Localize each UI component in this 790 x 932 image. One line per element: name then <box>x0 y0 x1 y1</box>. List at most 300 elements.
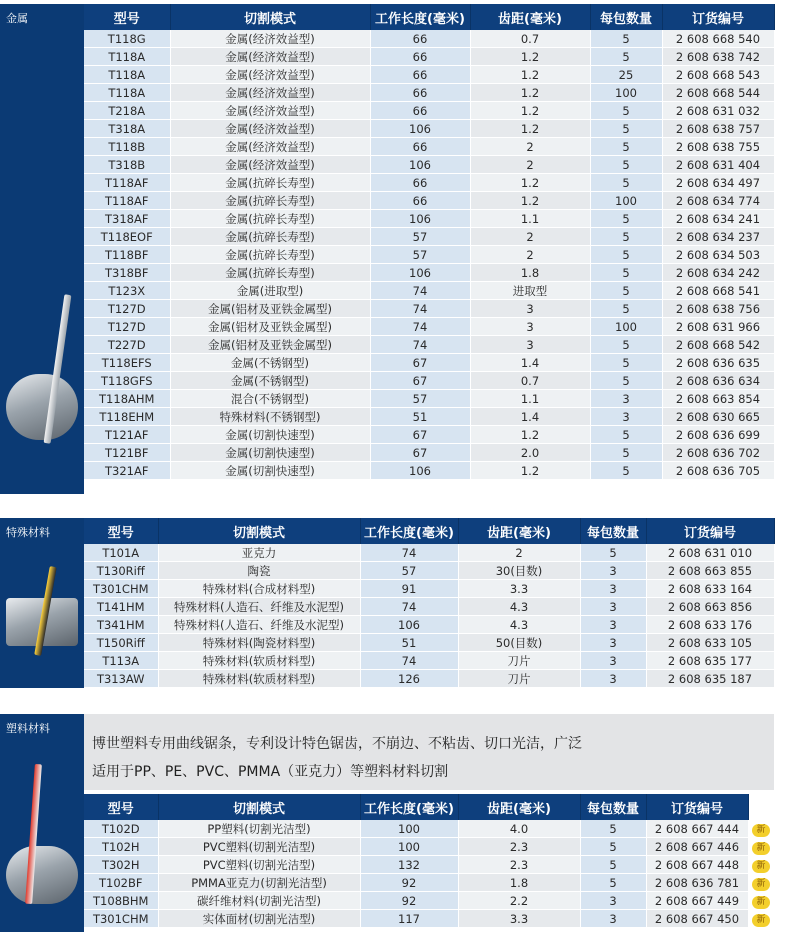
special-cell-cutting-mode: 特殊材料(软质材料型) <box>158 670 360 688</box>
plastic-table-row <box>84 874 748 892</box>
plastic-cell-tooth-pitch: 2.3 <box>458 838 580 856</box>
metal-cell-pack-qty: 5 <box>590 156 662 174</box>
plastic-cell-cutting-mode: PVC塑料(切割光洁型) <box>158 856 360 874</box>
metal-cell-cutting-mode: 金属(经济效益型) <box>170 66 370 84</box>
metal-cell-tooth-pitch: 2 <box>470 156 590 174</box>
metal-cell-order-number: 2 608 668 540 <box>662 30 774 48</box>
metal-cell-model: T118GFS <box>84 372 170 390</box>
metal-cell-model: T118A <box>84 66 170 84</box>
plastic-section <box>0 714 790 932</box>
plastic-cell-order-number: 2 608 667 450 <box>646 910 748 928</box>
new-badge: 新 <box>752 914 770 927</box>
metal-cell-working-length: 66 <box>370 102 470 120</box>
metal-cell-tooth-pitch: 进取型 <box>470 282 590 300</box>
metal-cell-model: T118AF <box>84 174 170 192</box>
plastic-header-tooth-pitch: 齿距(毫米) <box>458 794 580 820</box>
special-table-row <box>84 562 774 580</box>
metal-cell-order-number: 2 608 668 544 <box>662 84 774 102</box>
metal-cell-pack-qty: 5 <box>590 354 662 372</box>
special-table-row <box>84 580 774 598</box>
special-cell-working-length: 51 <box>360 634 458 652</box>
special-cell-order-number: 2 608 635 177 <box>646 652 774 670</box>
plastic-cell-pack-qty: 3 <box>580 910 646 928</box>
special-table-row <box>84 544 774 562</box>
metal-cell-model: T118EOF <box>84 228 170 246</box>
metal-cell-cutting-mode: 金属(抗碎长寿型) <box>170 264 370 282</box>
metal-cell-working-length: 66 <box>370 174 470 192</box>
plastic-cell-working-length: 100 <box>360 838 458 856</box>
metal-header-tooth-pitch: 齿距(毫米) <box>470 4 590 30</box>
special-header-cutting-mode: 切割模式 <box>158 518 360 544</box>
special-header-pack-qty: 每包数量 <box>580 518 646 544</box>
metal-cell-tooth-pitch: 1.2 <box>470 84 590 102</box>
metal-cell-order-number: 2 608 634 503 <box>662 246 774 264</box>
metal-table <box>84 4 775 480</box>
metal-table-row <box>84 372 774 390</box>
metal-table-row <box>84 192 774 210</box>
metal-cell-working-length: 66 <box>370 84 470 102</box>
metal-table-row <box>84 120 774 138</box>
plastic-cell-working-length: 132 <box>360 856 458 874</box>
plastic-cell-model: T102H <box>84 838 158 856</box>
special-cell-tooth-pitch: 刀片 <box>458 670 580 688</box>
metal-cell-model: T118A <box>84 84 170 102</box>
metal-cell-working-length: 66 <box>370 192 470 210</box>
metal-cell-cutting-mode: 金属(铝材及亚铁金属型) <box>170 336 370 354</box>
new-badge: 新 <box>752 860 770 873</box>
metal-cell-order-number: 2 608 663 854 <box>662 390 774 408</box>
metal-cell-pack-qty: 3 <box>590 390 662 408</box>
metal-cell-cutting-mode: 混合(不锈钢型) <box>170 390 370 408</box>
metal-cell-tooth-pitch: 3 <box>470 300 590 318</box>
special-cell-pack-qty: 3 <box>580 598 646 616</box>
metal-table-row <box>84 408 774 426</box>
plastic-cell-order-number: 2 608 667 444 <box>646 820 748 838</box>
metal-table-row <box>84 210 774 228</box>
plastic-cell-pack-qty: 5 <box>580 838 646 856</box>
metal-header-working-length: 工作长度(毫米) <box>370 4 470 30</box>
metal-cell-working-length: 106 <box>370 156 470 174</box>
special-cell-pack-qty: 3 <box>580 580 646 598</box>
metal-cell-cutting-mode: 金属(经济效益型) <box>170 156 370 174</box>
plastic-cell-tooth-pitch: 4.0 <box>458 820 580 838</box>
metal-cell-pack-qty: 5 <box>590 462 662 480</box>
new-badge: 新 <box>752 896 770 909</box>
plastic-table <box>84 794 749 928</box>
plastic-cell-cutting-mode: 碳纤维材料(切割光洁型) <box>158 892 360 910</box>
metal-table-row <box>84 138 774 156</box>
special-cell-order-number: 2 608 633 105 <box>646 634 774 652</box>
plastic-cell-tooth-pitch: 1.8 <box>458 874 580 892</box>
metal-cell-working-length: 74 <box>370 336 470 354</box>
metal-cell-order-number: 2 608 668 542 <box>662 336 774 354</box>
metal-cell-order-number: 2 608 634 497 <box>662 174 774 192</box>
metal-cell-pack-qty: 100 <box>590 192 662 210</box>
plastic-cell-working-length: 100 <box>360 820 458 838</box>
special-header-tooth-pitch: 齿距(毫米) <box>458 518 580 544</box>
metal-cell-cutting-mode: 金属(抗碎长寿型) <box>170 210 370 228</box>
special-cell-tooth-pitch: 刀片 <box>458 652 580 670</box>
metal-cell-pack-qty: 5 <box>590 336 662 354</box>
metal-cell-working-length: 67 <box>370 354 470 372</box>
metal-cell-tooth-pitch: 1.4 <box>470 408 590 426</box>
metal-cell-pack-qty: 5 <box>590 444 662 462</box>
metal-cell-working-length: 51 <box>370 408 470 426</box>
special-cell-model: T301CHM <box>84 580 158 598</box>
special-cell-pack-qty: 5 <box>580 544 646 562</box>
metal-cell-tooth-pitch: 2 <box>470 246 590 264</box>
metal-cell-cutting-mode: 金属(经济效益型) <box>170 48 370 66</box>
metal-cell-pack-qty: 5 <box>590 48 662 66</box>
metal-cell-model: T118G <box>84 30 170 48</box>
metal-cell-pack-qty: 5 <box>590 300 662 318</box>
special-cell-working-length: 74 <box>360 652 458 670</box>
special-cell-pack-qty: 3 <box>580 652 646 670</box>
plastic-header-order-number: 订货编号 <box>646 794 748 820</box>
plastic-cell-order-number: 2 608 667 448 <box>646 856 748 874</box>
plastic-cell-model: T302H <box>84 856 158 874</box>
metal-cell-pack-qty: 25 <box>590 66 662 84</box>
metal-cell-cutting-mode: 金属(切割快速型) <box>170 444 370 462</box>
metal-cell-model: T121BF <box>84 444 170 462</box>
metal-cell-pack-qty: 100 <box>590 84 662 102</box>
metal-cell-tooth-pitch: 1.8 <box>470 264 590 282</box>
plastic-cell-cutting-mode: PMMA亚克力(切割光洁型) <box>158 874 360 892</box>
metal-table-row <box>84 174 774 192</box>
metal-header-pack-qty: 每包数量 <box>590 4 662 30</box>
metal-cell-cutting-mode: 金属(铝材及亚铁金属型) <box>170 300 370 318</box>
metal-cell-working-length: 67 <box>370 444 470 462</box>
metal-cell-order-number: 2 608 638 742 <box>662 48 774 66</box>
metal-cell-order-number: 2 608 668 541 <box>662 282 774 300</box>
plastic-cell-model: T108BHM <box>84 892 158 910</box>
metal-cell-cutting-mode: 特殊材料(不锈钢型) <box>170 408 370 426</box>
metal-cell-model: T118AF <box>84 192 170 210</box>
metal-cell-tooth-pitch: 1.2 <box>470 462 590 480</box>
new-badge: 新 <box>752 878 770 891</box>
metal-cell-order-number: 2 608 638 756 <box>662 300 774 318</box>
special-cell-pack-qty: 3 <box>580 616 646 634</box>
metal-cell-cutting-mode: 金属(经济效益型) <box>170 138 370 156</box>
metal-cell-cutting-mode: 金属(不锈钢型) <box>170 354 370 372</box>
special-cell-cutting-mode: 陶瓷 <box>158 562 360 580</box>
metal-cell-model: T127D <box>84 318 170 336</box>
metal-cell-cutting-mode: 金属(铝材及亚铁金属型) <box>170 318 370 336</box>
special-table-header <box>84 518 774 544</box>
metal-cell-tooth-pitch: 1.2 <box>470 48 590 66</box>
metal-cell-order-number: 2 608 636 635 <box>662 354 774 372</box>
plastic-cell-order-number: 2 608 667 446 <box>646 838 748 856</box>
metal-table-row <box>84 48 774 66</box>
metal-cell-tooth-pitch: 0.7 <box>470 372 590 390</box>
special-cell-cutting-mode: 特殊材料(人造石、纤维及水泥型) <box>158 616 360 634</box>
special-cell-order-number: 2 608 633 176 <box>646 616 774 634</box>
special-cell-cutting-mode: 特殊材料(合成材料型) <box>158 580 360 598</box>
special-cell-order-number: 2 608 663 855 <box>646 562 774 580</box>
metal-cell-model: T123X <box>84 282 170 300</box>
metal-cell-tooth-pitch: 3 <box>470 318 590 336</box>
metal-cell-pack-qty: 5 <box>590 282 662 300</box>
metal-cell-model: T118AHM <box>84 390 170 408</box>
metal-cell-tooth-pitch: 1.2 <box>470 174 590 192</box>
metal-cell-model: T118BF <box>84 246 170 264</box>
plastic-cell-pack-qty: 5 <box>580 856 646 874</box>
metal-cell-model: T218A <box>84 102 170 120</box>
metal-cell-pack-qty: 5 <box>590 246 662 264</box>
special-table-row <box>84 634 774 652</box>
metal-cell-model: T121AF <box>84 426 170 444</box>
metal-cell-order-number: 2 608 636 634 <box>662 372 774 390</box>
metal-cell-order-number: 2 608 634 242 <box>662 264 774 282</box>
special-cell-tooth-pitch: 4.3 <box>458 598 580 616</box>
metal-cell-pack-qty: 5 <box>590 228 662 246</box>
special-cell-tooth-pitch: 50(目数) <box>458 634 580 652</box>
metal-cell-pack-qty: 5 <box>590 30 662 48</box>
special-table <box>84 518 775 688</box>
metal-cell-working-length: 66 <box>370 66 470 84</box>
metal-cell-model: T118EFS <box>84 354 170 372</box>
metal-cell-working-length: 106 <box>370 462 470 480</box>
special-cell-model: T113A <box>84 652 158 670</box>
new-badge: 新 <box>752 842 770 855</box>
metal-table-row <box>84 30 774 48</box>
plastic-side-label: 塑料材料 <box>6 722 50 735</box>
metal-cell-cutting-mode: 金属(抗碎长寿型) <box>170 228 370 246</box>
special-cell-model: T150Riff <box>84 634 158 652</box>
special-cell-model: T130Riff <box>84 562 158 580</box>
special-cell-cutting-mode: 特殊材料(人造石、纤维及水泥型) <box>158 598 360 616</box>
plastic-cell-tooth-pitch: 3.3 <box>458 910 580 928</box>
metal-table-row <box>84 228 774 246</box>
plastic-cell-order-number: 2 608 667 449 <box>646 892 748 910</box>
plastic-header-model: 型号 <box>84 794 158 820</box>
special-header-working-length: 工作长度(毫米) <box>360 518 458 544</box>
plastic-table-row <box>84 820 748 838</box>
plastic-pipe-photo <box>6 846 78 904</box>
plastic-table-row <box>84 892 748 910</box>
metal-cell-order-number: 2 608 668 543 <box>662 66 774 84</box>
metal-cell-tooth-pitch: 1.2 <box>470 66 590 84</box>
metal-cell-working-length: 57 <box>370 246 470 264</box>
plastic-cell-working-length: 92 <box>360 874 458 892</box>
metal-cell-pack-qty: 5 <box>590 210 662 228</box>
special-cell-tooth-pitch: 3.3 <box>458 580 580 598</box>
metal-cell-working-length: 67 <box>370 372 470 390</box>
plastic-table-row <box>84 856 748 874</box>
special-table-row <box>84 652 774 670</box>
metal-cell-cutting-mode: 金属(不锈钢型) <box>170 372 370 390</box>
special-cell-working-length: 74 <box>360 544 458 562</box>
special-cell-tooth-pitch: 4.3 <box>458 616 580 634</box>
metal-cell-order-number: 2 608 630 665 <box>662 408 774 426</box>
metal-section <box>0 4 790 494</box>
plastic-cell-pack-qty: 5 <box>580 820 646 838</box>
plastic-cell-model: T301CHM <box>84 910 158 928</box>
metal-side-label: 金属 <box>6 12 28 25</box>
metal-cell-model: T118B <box>84 138 170 156</box>
metal-cell-order-number: 2 608 636 702 <box>662 444 774 462</box>
metal-cell-working-length: 57 <box>370 228 470 246</box>
special-cell-pack-qty: 3 <box>580 670 646 688</box>
metal-cell-model: T321AF <box>84 462 170 480</box>
metal-header-model: 型号 <box>84 4 170 30</box>
plastic-intro-line-2: 适用于PP、PE、PVC、PMMA（亚克力）等塑料材料切割 <box>92 764 449 780</box>
metal-cell-tooth-pitch: 1.2 <box>470 192 590 210</box>
new-badge: 新 <box>752 824 770 837</box>
plastic-cell-tooth-pitch: 2.2 <box>458 892 580 910</box>
metal-table-row <box>84 318 774 336</box>
metal-cell-order-number: 2 608 634 774 <box>662 192 774 210</box>
metal-cell-working-length: 66 <box>370 48 470 66</box>
metal-cell-tooth-pitch: 2 <box>470 228 590 246</box>
plastic-header-cutting-mode: 切割模式 <box>158 794 360 820</box>
special-cell-tooth-pitch: 30(目数) <box>458 562 580 580</box>
metal-cell-pack-qty: 5 <box>590 372 662 390</box>
metal-table-row <box>84 426 774 444</box>
metal-cell-pack-qty: 5 <box>590 120 662 138</box>
plastic-table-row <box>84 838 748 856</box>
metal-cell-working-length: 74 <box>370 282 470 300</box>
metal-cell-order-number: 2 608 638 757 <box>662 120 774 138</box>
special-cell-working-length: 57 <box>360 562 458 580</box>
metal-cell-order-number: 2 608 638 755 <box>662 138 774 156</box>
metal-cell-pack-qty: 3 <box>590 408 662 426</box>
metal-cell-cutting-mode: 金属(经济效益型) <box>170 30 370 48</box>
metal-cell-tooth-pitch: 1.2 <box>470 102 590 120</box>
special-header-model: 型号 <box>84 518 158 544</box>
metal-table-row <box>84 102 774 120</box>
special-cell-order-number: 2 608 633 164 <box>646 580 774 598</box>
metal-cell-working-length: 106 <box>370 120 470 138</box>
special-cell-order-number: 2 608 663 856 <box>646 598 774 616</box>
metal-cell-working-length: 66 <box>370 30 470 48</box>
metal-table-row <box>84 354 774 372</box>
metal-cell-cutting-mode: 金属(切割快速型) <box>170 426 370 444</box>
metal-cell-tooth-pitch: 1.1 <box>470 390 590 408</box>
special-cell-model: T141HM <box>84 598 158 616</box>
metal-cell-pack-qty: 5 <box>590 138 662 156</box>
metal-cell-order-number: 2 608 634 241 <box>662 210 774 228</box>
plastic-table-header <box>84 794 748 820</box>
metal-cell-pack-qty: 5 <box>590 174 662 192</box>
metal-cell-order-number: 2 608 636 705 <box>662 462 774 480</box>
metal-cell-working-length: 74 <box>370 300 470 318</box>
metal-cell-working-length: 106 <box>370 264 470 282</box>
special-cell-model: T101A <box>84 544 158 562</box>
special-cell-model: T313AW <box>84 670 158 688</box>
metal-cell-order-number: 2 608 634 237 <box>662 228 774 246</box>
metal-cell-cutting-mode: 金属(切割快速型) <box>170 462 370 480</box>
metal-cell-model: T227D <box>84 336 170 354</box>
plastic-table-row <box>84 910 748 928</box>
metal-cell-order-number: 2 608 631 404 <box>662 156 774 174</box>
plastic-cell-tooth-pitch: 2.3 <box>458 856 580 874</box>
plastic-header-pack-qty: 每包数量 <box>580 794 646 820</box>
metal-cell-cutting-mode: 金属(经济效益型) <box>170 120 370 138</box>
metal-cell-order-number: 2 608 636 699 <box>662 426 774 444</box>
plastic-intro-text <box>92 730 772 786</box>
metal-cell-tooth-pitch: 0.7 <box>470 30 590 48</box>
metal-table-row <box>84 156 774 174</box>
special-cell-cutting-mode: 特殊材料(陶瓷材料型) <box>158 634 360 652</box>
metal-table-row <box>84 462 774 480</box>
metal-cell-tooth-pitch: 3 <box>470 336 590 354</box>
special-cell-cutting-mode: 特殊材料(软质材料型) <box>158 652 360 670</box>
special-table-row <box>84 598 774 616</box>
metal-cell-working-length: 66 <box>370 138 470 156</box>
metal-table-body <box>84 30 774 480</box>
metal-cell-cutting-mode: 金属(抗碎长寿型) <box>170 174 370 192</box>
metal-cell-cutting-mode: 金属(抗碎长寿型) <box>170 246 370 264</box>
special-cell-working-length: 106 <box>360 616 458 634</box>
metal-table-row <box>84 84 774 102</box>
metal-table-row <box>84 264 774 282</box>
metal-cell-model: T118A <box>84 48 170 66</box>
special-table-body <box>84 544 774 688</box>
special-cell-pack-qty: 3 <box>580 562 646 580</box>
special-cell-order-number: 2 608 635 187 <box>646 670 774 688</box>
metal-table-row <box>84 336 774 354</box>
special-cell-tooth-pitch: 2 <box>458 544 580 562</box>
metal-cell-model: T318AF <box>84 210 170 228</box>
metal-cell-pack-qty: 100 <box>590 318 662 336</box>
plastic-cell-working-length: 117 <box>360 910 458 928</box>
metal-cell-cutting-mode: 金属(经济效益型) <box>170 102 370 120</box>
plastic-intro-line-1: 博世塑料专用曲线锯条，专利设计特色锯齿，不崩边、不粘齿、切口光洁，广泛 <box>92 736 582 752</box>
special-cell-working-length: 74 <box>360 598 458 616</box>
plastic-cell-pack-qty: 3 <box>580 892 646 910</box>
metal-table-row <box>84 444 774 462</box>
metal-table-row <box>84 246 774 264</box>
plastic-header-working-length: 工作长度(毫米) <box>360 794 458 820</box>
metal-cell-tooth-pitch: 2 <box>470 138 590 156</box>
metal-cell-working-length: 67 <box>370 426 470 444</box>
metal-table-row <box>84 390 774 408</box>
metal-header-order-number: 订货编号 <box>662 4 774 30</box>
plastic-cell-model: T102BF <box>84 874 158 892</box>
metal-cell-tooth-pitch: 1.4 <box>470 354 590 372</box>
metal-cell-model: T127D <box>84 300 170 318</box>
plastic-cell-cutting-mode: PVC塑料(切割光洁型) <box>158 838 360 856</box>
special-table-row <box>84 670 774 688</box>
plastic-table-body <box>84 820 748 928</box>
special-cell-order-number: 2 608 631 010 <box>646 544 774 562</box>
special-side-label: 特殊材料 <box>6 526 50 539</box>
metal-cell-working-length: 74 <box>370 318 470 336</box>
plastic-cell-cutting-mode: 实体面材(切割光洁型) <box>158 910 360 928</box>
metal-table-header <box>84 4 774 30</box>
metal-cell-model: T318BF <box>84 264 170 282</box>
metal-cell-cutting-mode: 金属(抗碎长寿型) <box>170 192 370 210</box>
plastic-cell-cutting-mode: PP塑料(切割光洁型) <box>158 820 360 838</box>
metal-cell-working-length: 106 <box>370 210 470 228</box>
metal-table-row <box>84 66 774 84</box>
metal-cell-tooth-pitch: 1.2 <box>470 120 590 138</box>
metal-cell-model: T318B <box>84 156 170 174</box>
plastic-cell-model: T102D <box>84 820 158 838</box>
metal-cell-tooth-pitch: 1.2 <box>470 426 590 444</box>
metal-table-row <box>84 300 774 318</box>
special-header-order-number: 订货编号 <box>646 518 774 544</box>
special-cell-pack-qty: 3 <box>580 634 646 652</box>
metal-cell-model: T318A <box>84 120 170 138</box>
special-cell-cutting-mode: 亚克力 <box>158 544 360 562</box>
plastic-cell-working-length: 92 <box>360 892 458 910</box>
metal-cell-pack-qty: 5 <box>590 102 662 120</box>
plastic-cell-order-number: 2 608 636 781 <box>646 874 748 892</box>
metal-cell-cutting-mode: 金属(进取型) <box>170 282 370 300</box>
special-cell-model: T341HM <box>84 616 158 634</box>
